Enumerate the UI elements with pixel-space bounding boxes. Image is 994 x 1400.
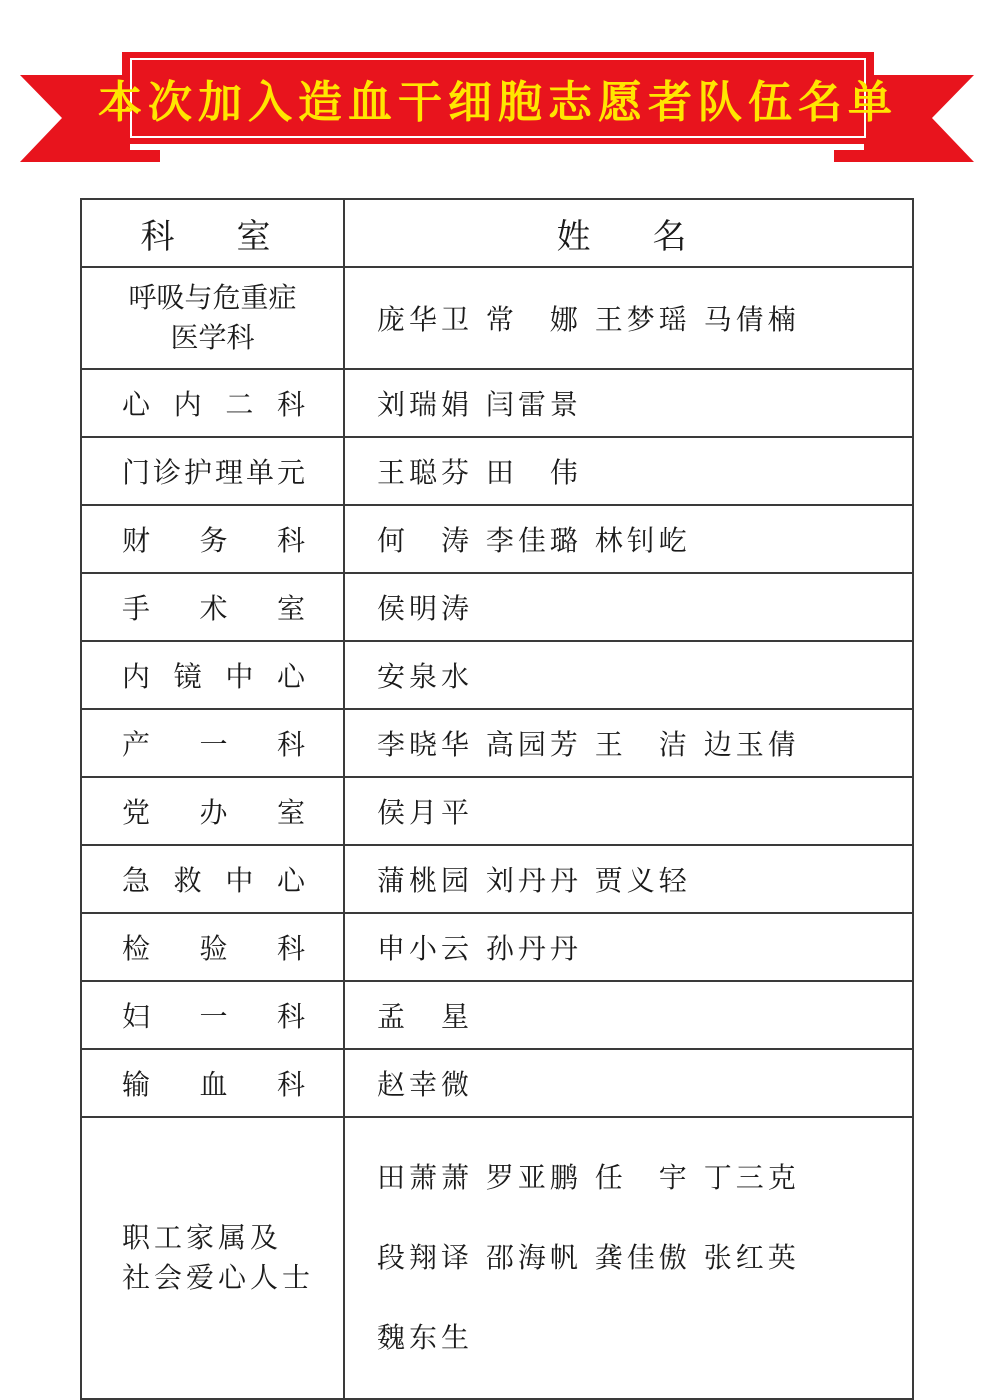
names-cell	[344, 1117, 913, 1399]
table-row	[81, 641, 913, 709]
table-row	[81, 1049, 913, 1117]
header-names: 姓 名	[344, 199, 913, 267]
department-cell: 检验科	[81, 913, 344, 981]
names-cell: 蒲桃园 刘丹丹 贾义轻	[344, 845, 913, 913]
department-cell: 妇一科	[81, 981, 344, 1049]
volunteer-table	[80, 198, 914, 1400]
names-line: 田萧萧 罗亚鹏 任 宇 丁三克	[377, 1161, 800, 1194]
department-line: 职工家属及 社会爱心人士	[122, 1221, 315, 1294]
department-cell: 手术室	[81, 573, 344, 641]
header-department: 科 室	[81, 199, 344, 267]
table-row	[81, 913, 913, 981]
table-row	[81, 437, 913, 505]
table-row	[81, 845, 913, 913]
names-cell: 申小云 孙丹丹	[344, 913, 913, 981]
names-cell: 王聪芬 田 伟	[344, 437, 913, 505]
banner-panel	[98, 52, 898, 144]
names-cell: 何 涛 李佳璐 林钊屹	[344, 505, 913, 573]
table-row	[81, 1117, 913, 1399]
table-row	[81, 981, 913, 1049]
names-cell: 孟 星	[344, 981, 913, 1049]
names-cell: 李晓华 高园芳 王 洁 边玉倩	[344, 709, 913, 777]
table-row	[81, 505, 913, 573]
table-row	[81, 777, 913, 845]
names-cell: 侯月平	[344, 777, 913, 845]
table-row	[81, 369, 913, 437]
table-row	[81, 267, 913, 369]
department-cell: 心内二科	[81, 369, 344, 437]
names-cell: 赵幸微	[344, 1049, 913, 1117]
department-cell: 门诊护理单元	[81, 437, 344, 505]
table-row	[81, 709, 913, 777]
department-cell: 财务科	[81, 505, 344, 573]
title-banner	[0, 0, 994, 180]
department-line: 呼吸与危重症 医学科	[128, 281, 297, 354]
names-cell: 庞华卫 常 娜 王梦瑶 马倩楠	[344, 267, 913, 369]
banner-title: 本次加入造血干细胞志愿者队伍名单	[98, 77, 898, 128]
department-cell: 党办室	[81, 777, 344, 845]
names-cell: 安泉水	[344, 641, 913, 709]
names-cell: 侯明涛	[344, 573, 913, 641]
department-cell	[81, 267, 344, 369]
names-line: 段翔译 邵海帆 龚佳傲 张红英	[377, 1241, 800, 1274]
department-cell: 输血科	[81, 1049, 344, 1117]
department-cell: 产一科	[81, 709, 344, 777]
names-line: 魏东生	[377, 1321, 474, 1354]
department-cell	[81, 1117, 344, 1399]
table-header-row	[81, 199, 913, 267]
department-cell: 急救中心	[81, 845, 344, 913]
department-cell: 内镜中心	[81, 641, 344, 709]
table-row	[81, 573, 913, 641]
names-cell: 刘瑞娟 闫雷景	[344, 369, 913, 437]
